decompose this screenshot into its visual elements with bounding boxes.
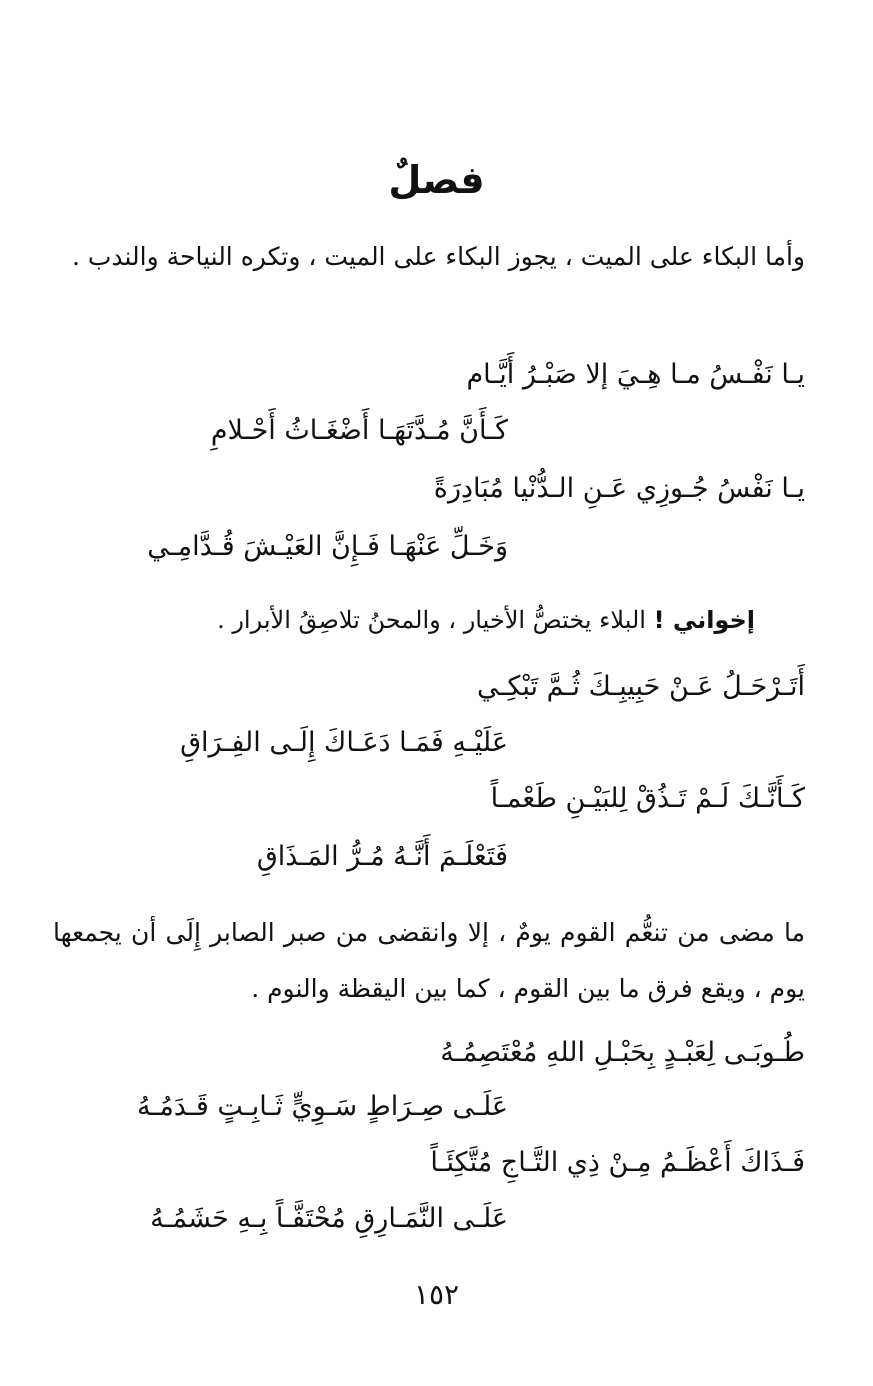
paragraph-days: ما مضى من تنعُّم القوم يومٌ ، إلا وانقضى من صبر الصابر إِلَى أن يجمعها يوم ، ويقع فرق ما بين القوم ، كما بين اليقظة والنوم . [53, 918, 805, 1003]
brothers-label: إخواني ! [653, 606, 755, 634]
verse-line: يـا نَفْـسُ مـا هِـيَ إلا صَبْـرُ أَيَّـام [466, 359, 805, 390]
paragraph-weeping: وأما البكاء على الميت ، يجوز البكاء على الميت ، وتكره النياحة والندب . [71, 242, 805, 271]
verse-line: كَـأَنَّـكَ لَـمْ تَـذُقْ لِلبَيْـنِ طَعْمـاً [490, 783, 805, 814]
verse-line: عَلَـى النَّمَـارِقِ مُحْتَفَّـاً بِـهِ حَشَمُـهُ [150, 1203, 508, 1234]
verse-line: طُـوبَـى لِعَبْـدٍ بِحَبْـلِ اللهِ مُعْتَصِمُـهُ [440, 1037, 805, 1068]
verse-line: أَتَـرْحَـلُ عَـنْ حَبِيبِـكَ ثُـمَّ تَبْكِـي [477, 671, 805, 702]
verse-line: وَخَـلِّ عَنْهَـا فَـإِنَّ العَيْـشَ قُـدَّامِـي [147, 531, 508, 562]
verse-line: يـا نَفْسُ جُـوزِي عَـنِ الـدُّنْيا مُبَادِرَةً [433, 473, 805, 504]
verse-line: فَـذَاكَ أَعْظَـمُ مِـنْ ذِي التَّـاجِ مُتَّكِئَـاً [430, 1147, 805, 1178]
paragraph-brothers [3, 596, 755, 644]
verse-line: عَلَيْـهِ فَمَـا دَعَـاكَ إِلَـى الفِـرَاقِ [180, 727, 508, 758]
page-number: ١٥٢ [413, 1278, 460, 1311]
verse-line: فَتَعْلَـمَ أَنَّـهُ مُـرُّ المَـذَاقِ [256, 841, 508, 872]
verse-line: كَـأَنَّ مُـدَّتَهَـا أَضْغَـاثُ أَحْـلامِ [210, 415, 508, 446]
verse-line: عَلَـى صِـرَاطٍ سَـوِيٍّ ثَـابِـتٍ قَـدَمُـهُ [136, 1091, 508, 1122]
section-title: فصلٌ [388, 158, 485, 202]
brothers-text: البلاء يختصُّ الأخيار ، والمحنُ تلاصِقُ الأبرار . [217, 606, 646, 634]
